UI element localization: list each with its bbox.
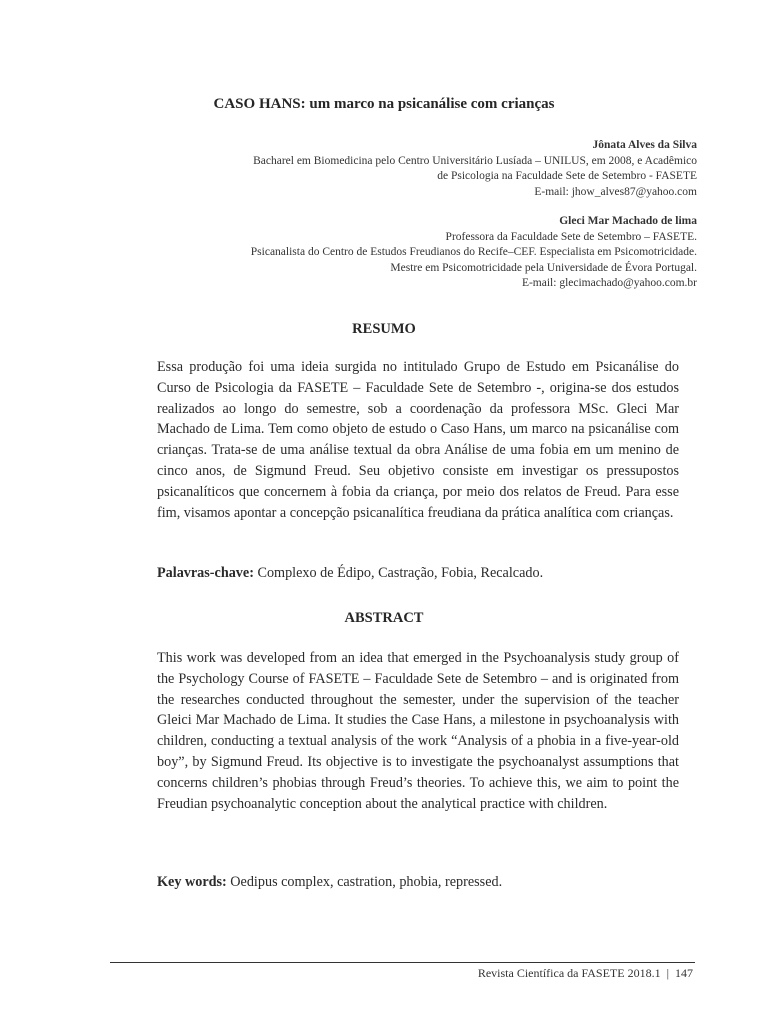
abstract-paragraph: This work was developed from an idea that emerged in the Psychoanalysis study group of the Psychology Course of FASETE – Faculdade Sete de Setembro – and is originated from the researches conducted throughout the semester, under the supervision of the teacher Gleici Mar Machado de Lima. It studies the Case Hans, a milestone in psychoanalysis with children, conducting a textual analysis of the work “Analysis of a phobia in a five-year-old boy”, by Sigmund Freud. Its objective is to investigate the psychoanalyst assumptions that concerns children’s phobias through Freud’s theories. To achieve this, we aim to point the Freudian psychoanalytic conception about the analytical practice with children. <box>157 650 679 812</box>
author-2-name: Gleci Mar Machado de lima <box>559 215 697 227</box>
journal-name: Revista Científica da FASETE 2018.1 <box>477 966 661 980</box>
page-footer <box>478 966 693 981</box>
author-1-email: E-mail: jhow_alves87@yahoo.com <box>534 185 697 198</box>
resumo-heading: RESUMO <box>352 321 416 337</box>
author-1-block <box>253 138 697 200</box>
abstract-heading: ABSTRACT <box>344 610 424 626</box>
key-words-list: Oedipus complex, castration, phobia, repressed. <box>230 874 503 890</box>
palavras-chave-label: Palavras-chave: <box>157 565 254 581</box>
footer-separator: | <box>666 966 669 980</box>
palavras-chave-line <box>157 565 543 582</box>
footer-divider <box>110 962 695 963</box>
palavras-chave-list: Complexo de Édipo, Castração, Fobia, Recalcado. <box>257 565 544 581</box>
author-1-affiliation-line: Bacharel em Biomedicina pelo Centro Universitário Lusíada – UNILUS, em 2008, e Acadêmico <box>253 154 697 167</box>
author-1-affiliation-line: de Psicologia na Faculdade Sete de Setembro - FASETE <box>437 170 697 182</box>
author-2-affiliation-line: Psicanalista do Centro de Estudos Freudianos do Recife–CEF. Especialista em Psicomotricidade. <box>250 246 697 258</box>
author-2-email: E-mail: glecimachado@yahoo.com.br <box>521 277 697 289</box>
author-2-affiliation-line: Professora da Faculdade Sete de Setembro – FASETE. <box>445 230 697 243</box>
key-words-label: Key words: <box>157 874 227 890</box>
paper-title: CASO HANS: um marco na psicanálise com crianças <box>213 96 555 112</box>
author-1-name: Jônata Alves da Silva <box>592 139 697 151</box>
author-2-affiliation-line: Mestre em Psicomotricidade pela Universidade de Évora Portugal. <box>390 261 697 274</box>
key-words-line <box>157 874 502 891</box>
author-2-block <box>251 214 697 292</box>
resumo-paragraph: Essa produção foi uma ideia surgida no intitulado Grupo de Estudo em Psicanálise do Curso de Psicologia da FASETE – Faculdade Sete de Setembro -, origina-se dos estudos realizados ao longo do semestre, sob a coordenação da professora MSc. Gleci Mar Machado de Lima. Tem como objeto de estudo o Caso Hans, um marco na psicanálise com crianças. Trata-se de uma análise textual da obra Análise de uma fobia em um menino de cinco anos, de Sigmund Freud. Seu objetivo consiste em investigar os pressupostos psicanalíticos que concernem à fobia da criança, por meio dos relatos de Freud. Para esse fim, visamos apontar a concepção psicanalítica freudiana da prática analítica com crianças. <box>157 359 679 521</box>
page-number: 147 <box>675 966 693 980</box>
